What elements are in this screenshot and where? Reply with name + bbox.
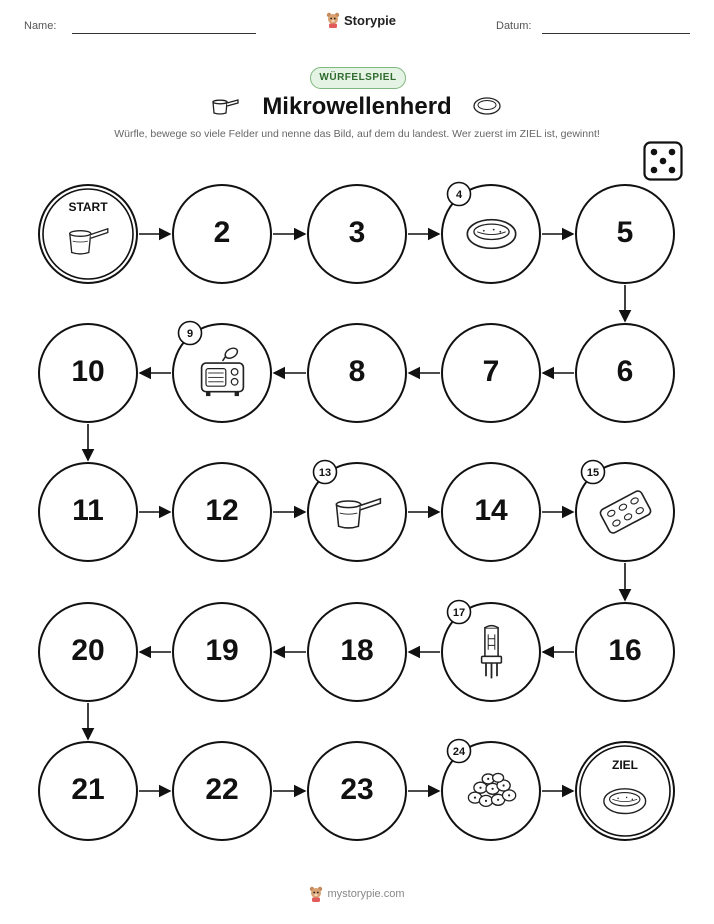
board-cell[interactable] [441, 462, 541, 562]
goal-cell[interactable] [575, 741, 675, 841]
cell-number: 3 [348, 216, 366, 249]
cell-number: 23 [340, 773, 374, 806]
radio-icon [172, 346, 272, 401]
board-cell[interactable] [307, 602, 407, 702]
board-cell[interactable] [575, 323, 675, 423]
cell-number: 11 [72, 494, 104, 527]
board-cell[interactable] [307, 323, 407, 423]
board-cell[interactable] [307, 462, 407, 562]
popcorn-tray-icon [575, 490, 675, 534]
svg-text:9: 9 [186, 328, 194, 340]
popcorn-icon [441, 771, 541, 811]
saucepan-icon [307, 493, 407, 530]
board-cell[interactable] [441, 741, 541, 841]
instructions: Würfle, bewege so viele Felder und nenne das Bild, auf dem du landest. Wer zuerst im ZIEL ist, gewinnt! [114, 128, 600, 140]
svg-text:15: 15 [586, 467, 600, 479]
cell-number-badge [446, 738, 472, 764]
page-title: Mikrowellenherd [262, 93, 452, 120]
name-label: Name: [24, 20, 57, 32]
board-cell[interactable] [38, 323, 138, 423]
cell-number: 12 [205, 494, 239, 527]
bear-mascot-icon [309, 886, 323, 902]
board-cell[interactable] [441, 602, 541, 702]
cell-number: 18 [340, 634, 374, 667]
cell-number: 20 [71, 634, 105, 667]
brand-name: Storypie [344, 12, 397, 28]
board-cell[interactable] [307, 741, 407, 841]
magnetron-icon [441, 623, 541, 680]
cell-number: 2 [213, 216, 231, 249]
cell-number-badge [446, 181, 472, 207]
board-cell[interactable] [172, 462, 272, 562]
cell-number: 10 [71, 355, 105, 388]
game-type-badge: WÜRFELSPIEL [310, 67, 406, 89]
cell-number-badge [312, 459, 338, 485]
svg-text:4: 4 [455, 189, 463, 201]
cell-number-badge [580, 459, 606, 485]
board-cell[interactable] [38, 741, 138, 841]
cell-number: 6 [616, 355, 634, 388]
footer-url: mystorypie.com [327, 888, 405, 900]
board-cell[interactable] [38, 602, 138, 702]
cell-number: 7 [482, 355, 500, 388]
board-cell[interactable] [441, 184, 541, 284]
svg-text:24: 24 [452, 746, 466, 758]
cell-number-badge [177, 320, 203, 346]
board-cell[interactable] [575, 462, 675, 562]
svg-text:17: 17 [452, 607, 466, 619]
cell-number: 8 [348, 355, 366, 388]
board-cell[interactable] [172, 602, 272, 702]
cell-label: ZIEL [612, 758, 638, 772]
cell-number: 19 [205, 634, 239, 667]
board-cell[interactable] [172, 184, 272, 284]
cell-number: 5 [616, 216, 634, 249]
board-cell[interactable] [575, 602, 675, 702]
start-cell[interactable] [38, 184, 138, 284]
saucepan-icon [38, 224, 138, 261]
board-cell[interactable] [172, 323, 272, 423]
bowl-icon [575, 785, 675, 822]
date-label: Datum: [496, 20, 532, 32]
board-cell[interactable] [441, 323, 541, 423]
cell-number: 16 [608, 634, 642, 667]
footer [0, 886, 714, 902]
cell-number: 14 [474, 494, 508, 527]
cell-label: START [68, 200, 108, 214]
cell-number: 21 [71, 773, 105, 806]
cell-number: 22 [205, 773, 239, 806]
board-cell[interactable] [307, 184, 407, 284]
bowl-icon [441, 215, 541, 252]
board-cell[interactable] [38, 462, 138, 562]
board-cell[interactable] [172, 741, 272, 841]
svg-text:13: 13 [318, 467, 332, 479]
board-cell[interactable] [575, 184, 675, 284]
cell-number-badge [446, 599, 472, 625]
